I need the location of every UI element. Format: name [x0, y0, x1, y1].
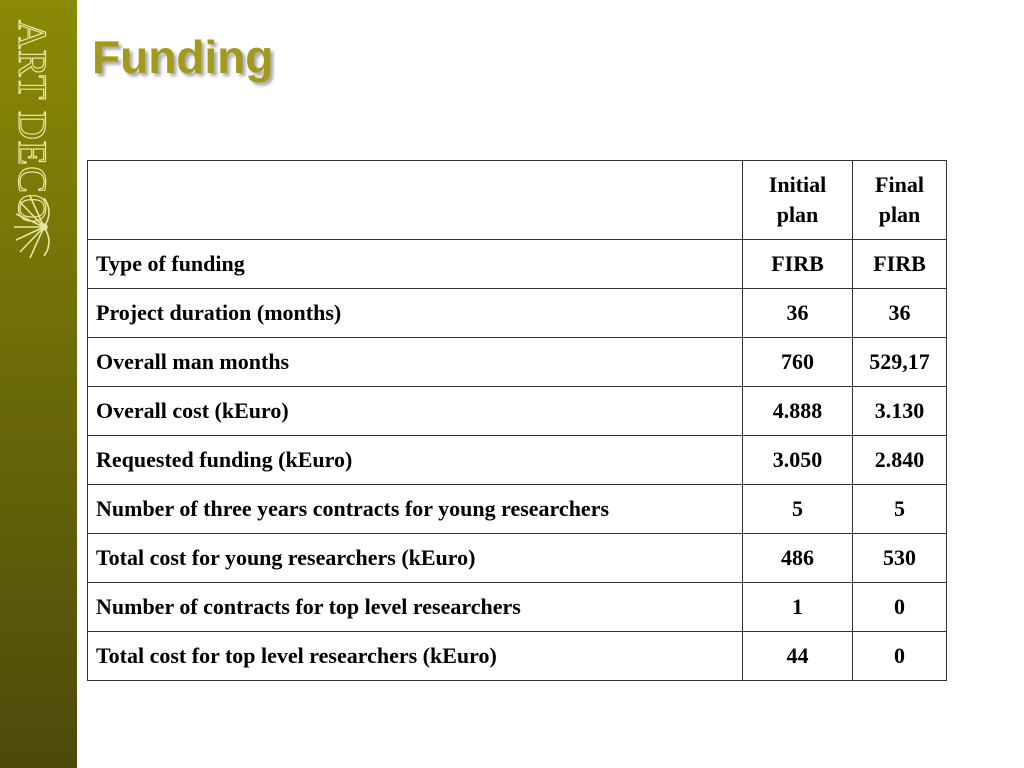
- table-row: [88, 240, 947, 289]
- art-deco-logo: [0, 0, 77, 300]
- final-plan-value: 529,17: [853, 338, 947, 387]
- final-plan-value: FIRB: [853, 240, 947, 289]
- logo-text: ART DECO: [10, 20, 55, 224]
- table-row: [88, 387, 947, 436]
- table-header-row: [88, 161, 947, 240]
- initial-plan-value: 44: [743, 632, 853, 681]
- table-row: [88, 338, 947, 387]
- final-plan-value: 530: [853, 534, 947, 583]
- row-label: Overall man months: [88, 338, 743, 387]
- initial-plan-value: 760: [743, 338, 853, 387]
- initial-plan-value: 4.888: [743, 387, 853, 436]
- sidebar-band: [0, 0, 77, 768]
- initial-plan-value: 3.050: [743, 436, 853, 485]
- row-label: Number of contracts for top level researchers: [88, 583, 743, 632]
- table-row: [88, 436, 947, 485]
- row-label: Project duration (months): [88, 289, 743, 338]
- table-row: [88, 534, 947, 583]
- table-row: [88, 485, 947, 534]
- final-plan-value: 36: [853, 289, 947, 338]
- final-plan-value: 0: [853, 632, 947, 681]
- row-label: Total cost for top level researchers (kEuro): [88, 632, 743, 681]
- funding-table: [87, 160, 947, 681]
- initial-plan-value: FIRB: [743, 240, 853, 289]
- table-row: [88, 583, 947, 632]
- row-label: Number of three years contracts for young researchers: [88, 485, 743, 534]
- row-label: Total cost for young researchers (kEuro): [88, 534, 743, 583]
- header-cell-initial-plan: Initial plan: [743, 161, 853, 240]
- row-label: Overall cost (kEuro): [88, 387, 743, 436]
- table-row: [88, 289, 947, 338]
- final-plan-value: 3.130: [853, 387, 947, 436]
- initial-plan-value: 1: [743, 583, 853, 632]
- header-cell-label: [88, 161, 743, 240]
- table-row: [88, 632, 947, 681]
- page-title: Funding: [92, 31, 274, 83]
- initial-plan-value: 486: [743, 534, 853, 583]
- row-label: Type of funding: [88, 240, 743, 289]
- initial-plan-value: 5: [743, 485, 853, 534]
- sun-icon: [14, 192, 62, 262]
- initial-plan-value: 36: [743, 289, 853, 338]
- final-plan-value: 0: [853, 583, 947, 632]
- row-label: Requested funding (kEuro): [88, 436, 743, 485]
- final-plan-value: 2.840: [853, 436, 947, 485]
- final-plan-value: 5: [853, 485, 947, 534]
- header-cell-final-plan: Final plan: [853, 161, 947, 240]
